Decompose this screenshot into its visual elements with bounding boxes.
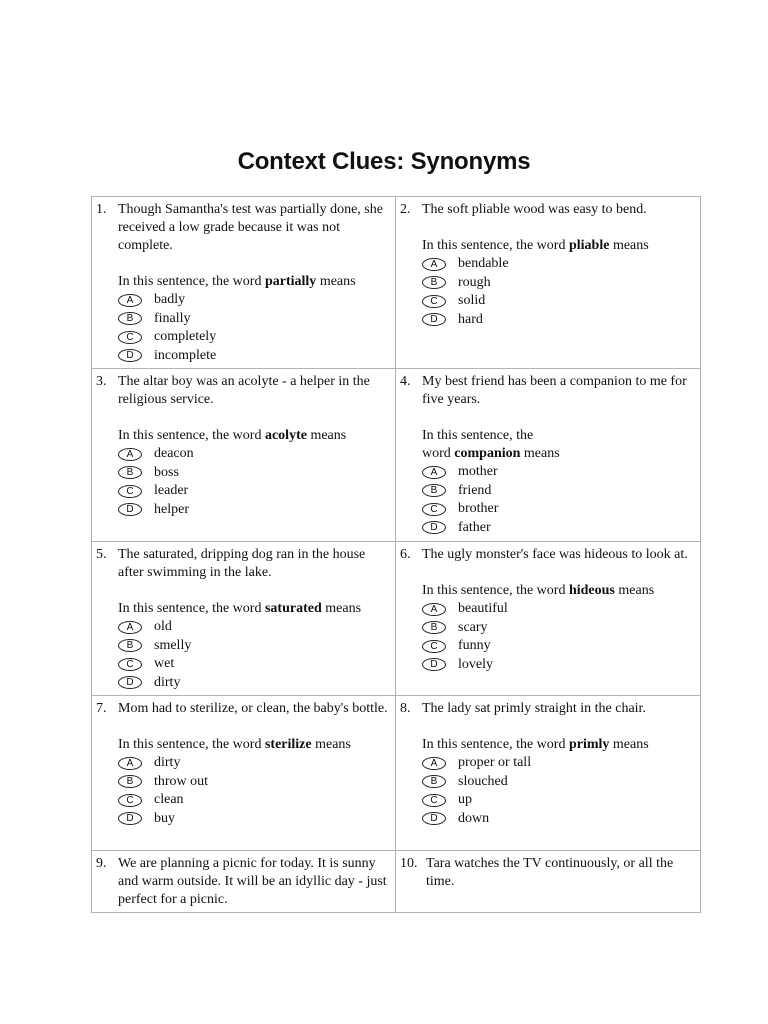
- question-sentence: The lady sat primly straight in the chair.: [422, 701, 646, 716]
- answer-bubble[interactable]: C: [422, 295, 446, 308]
- question-cell-2: [396, 197, 701, 369]
- answer-option-b[interactable]: B slouched: [422, 773, 694, 792]
- question-prompt: In this sentence, the word acolyte means: [118, 428, 347, 443]
- answer-bubble[interactable]: A: [118, 448, 142, 461]
- question-cell-10: [396, 851, 701, 913]
- answer-bubble[interactable]: B: [422, 276, 446, 289]
- answer-option-a[interactable]: A bendable: [422, 255, 694, 274]
- question-cell-4: [396, 369, 701, 542]
- target-word: partially: [264, 274, 317, 289]
- target-word: saturated: [264, 601, 322, 616]
- answer-bubble[interactable]: A: [118, 294, 142, 307]
- answer-option-d[interactable]: D hard: [422, 311, 694, 330]
- question-cell-9: [92, 851, 396, 913]
- table-row: [92, 696, 701, 851]
- target-word: primly: [568, 737, 610, 752]
- answer-option-d[interactable]: D buy: [118, 810, 389, 829]
- question-number: 3.: [96, 374, 107, 389]
- table-row: [92, 542, 701, 696]
- question-sentence: Though Samantha's test was partially done, she received a low grade because it was not complete.: [118, 202, 383, 253]
- answer-option-c[interactable]: C wet: [118, 655, 389, 674]
- answer-bubble[interactable]: D: [118, 349, 142, 362]
- answer-bubble[interactable]: A: [422, 466, 446, 479]
- answer-option-b[interactable]: B boss: [118, 464, 389, 483]
- question-sentence: We are planning a picnic for today. It is sunny and warm outside. It will be an idyllic day - just perfect for a picnic.: [118, 856, 387, 907]
- answer-option-c[interactable]: C leader: [118, 482, 389, 501]
- answer-option-d[interactable]: D dirty: [118, 674, 389, 693]
- answer-option-c[interactable]: C clean: [118, 791, 389, 810]
- question-number: 2.: [400, 202, 411, 217]
- answer-bubble[interactable]: C: [118, 794, 142, 807]
- question-sentence: The altar boy was an acolyte - a helper in the religious service.: [118, 374, 370, 407]
- question-sentence: The ugly monster's face was hideous to look at.: [422, 547, 688, 562]
- table-row: [92, 369, 701, 542]
- answer-option-b[interactable]: B rough: [422, 274, 694, 293]
- page-title: Context Clues: Synonyms: [237, 148, 531, 175]
- question-cell-6: [396, 542, 701, 696]
- target-word: hideous: [568, 583, 615, 598]
- answer-option-c[interactable]: C funny: [422, 637, 694, 656]
- answer-bubble[interactable]: B: [118, 312, 142, 325]
- answer-bubble[interactable]: C: [422, 794, 446, 807]
- question-number: 1.: [96, 202, 107, 217]
- question-prompt: In this sentence, the word hideous means: [422, 583, 655, 598]
- answer-bubble[interactable]: D: [422, 658, 446, 671]
- answer-bubble[interactable]: B: [118, 639, 142, 652]
- answer-bubble[interactable]: D: [118, 676, 142, 689]
- question-sentence: The saturated, dripping dog ran in the house after swimming in the lake.: [118, 547, 366, 580]
- question-cell-7: [92, 696, 396, 851]
- answer-option-d[interactable]: D helper: [118, 501, 389, 520]
- question-prompt: In this sentence, the word primly means: [422, 737, 649, 752]
- answer-option-d[interactable]: D down: [422, 810, 694, 829]
- answer-option-c[interactable]: C brother: [422, 500, 694, 519]
- question-number: 6.: [400, 547, 411, 562]
- answer-option-c[interactable]: C up: [422, 791, 694, 810]
- question-sentence: Tara watches the TV continuously, or all the time.: [426, 856, 674, 889]
- target-word: pliable: [568, 238, 610, 253]
- answer-bubble[interactable]: D: [422, 812, 446, 825]
- answer-bubble[interactable]: B: [422, 775, 446, 788]
- question-number: 8.: [400, 701, 411, 716]
- answer-bubble[interactable]: B: [422, 621, 446, 634]
- target-word: acolyte: [264, 428, 307, 443]
- question-prompt: In this sentence, the word pliable means: [422, 238, 649, 253]
- answer-option-d[interactable]: D father: [422, 519, 694, 538]
- answer-bubble[interactable]: C: [118, 331, 142, 344]
- question-sentence: Mom had to sterilize, or clean, the baby's bottle.: [118, 701, 388, 716]
- answer-bubble[interactable]: A: [422, 258, 446, 271]
- answer-option-b[interactable]: B smelly: [118, 637, 389, 656]
- answer-bubble[interactable]: D: [118, 503, 142, 516]
- question-prompt: In this sentence, the word saturated means: [118, 601, 362, 616]
- question-number: 4.: [400, 374, 411, 389]
- answer-option-b[interactable]: B friend: [422, 482, 694, 501]
- answer-bubble[interactable]: D: [422, 313, 446, 326]
- question-sentence: The soft pliable wood was easy to bend.: [422, 202, 647, 217]
- answer-bubble[interactable]: A: [422, 603, 446, 616]
- question-number: 10.: [400, 856, 418, 871]
- question-sentence: My best friend has been a companion to me for five years.: [422, 374, 687, 407]
- question-prompt: In this sentence, the word companion means: [422, 428, 560, 461]
- answer-bubble[interactable]: B: [422, 484, 446, 497]
- answer-option-b[interactable]: B finally: [118, 310, 389, 329]
- answer-option-b[interactable]: B throw out: [118, 773, 389, 792]
- answer-bubble[interactable]: B: [118, 466, 142, 479]
- answer-option-a[interactable]: A beautiful: [422, 600, 694, 619]
- answer-bubble[interactable]: C: [118, 485, 142, 498]
- table-row: [92, 851, 701, 913]
- question-number: 5.: [96, 547, 107, 562]
- answer-option-a[interactable]: A badly: [118, 291, 389, 310]
- answer-option-a[interactable]: A dirty: [118, 754, 389, 773]
- question-cell-3: [92, 369, 396, 542]
- table-row: [92, 197, 701, 369]
- answer-option-a[interactable]: A proper or tall: [422, 754, 694, 773]
- answer-bubble[interactable]: A: [118, 621, 142, 634]
- question-cell-5: [92, 542, 396, 696]
- answer-bubble[interactable]: D: [422, 521, 446, 534]
- question-number: 9.: [96, 856, 107, 871]
- question-prompt: In this sentence, the word sterilize means: [118, 737, 351, 752]
- answer-bubble[interactable]: C: [118, 658, 142, 671]
- target-word: sterilize: [264, 737, 312, 752]
- answer-bubble[interactable]: A: [118, 757, 142, 770]
- answer-option-a[interactable]: A mother: [422, 463, 694, 482]
- answer-option-d[interactable]: D lovely: [422, 656, 694, 675]
- answer-bubble[interactable]: C: [422, 640, 446, 653]
- question-cell-8: [396, 696, 701, 851]
- questions-table: [91, 196, 701, 913]
- target-word: companion: [454, 446, 521, 461]
- answer-option-c[interactable]: C solid: [422, 292, 694, 311]
- answer-option-a[interactable]: A deacon: [118, 445, 389, 464]
- question-prompt: In this sentence, the word partially means: [118, 274, 356, 289]
- question-cell-1: [92, 197, 396, 369]
- answer-option-c[interactable]: C completely: [118, 328, 389, 347]
- answer-bubble[interactable]: C: [422, 503, 446, 516]
- answer-bubble[interactable]: B: [118, 775, 142, 788]
- answer-option-a[interactable]: A old: [118, 618, 389, 637]
- answer-bubble[interactable]: A: [422, 757, 446, 770]
- answer-option-b[interactable]: B scary: [422, 619, 694, 638]
- answer-bubble[interactable]: D: [118, 812, 142, 825]
- question-number: 7.: [96, 701, 107, 716]
- answer-option-d[interactable]: D incomplete: [118, 347, 389, 366]
